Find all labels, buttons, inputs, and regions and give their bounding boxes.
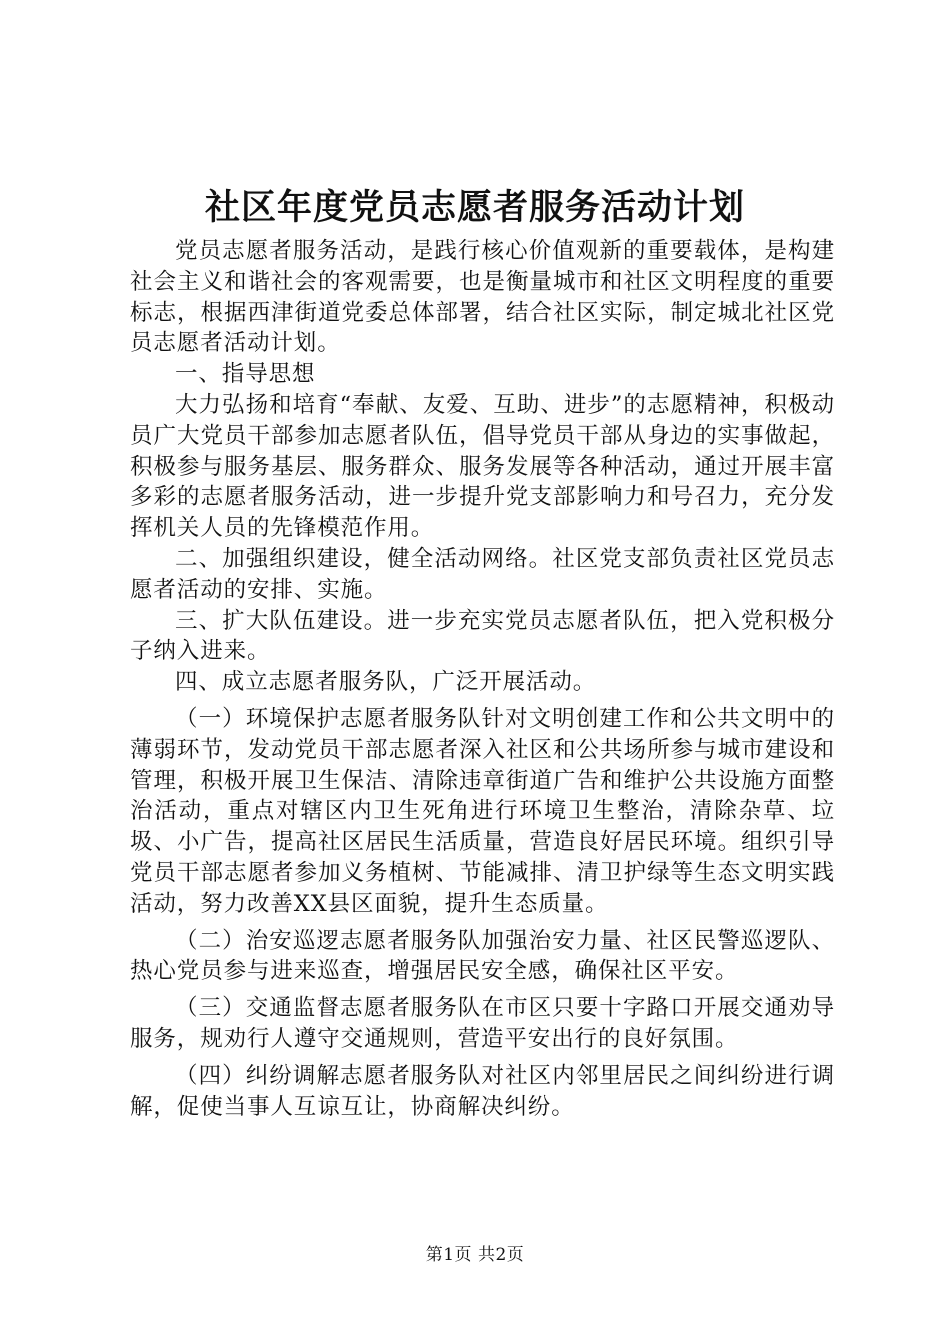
patrol-team-paragraph: （二）治安巡逻志愿者服务队加强治安力量、社区民警巡逻队、热心党员参与进来巡查，增强居民安全感，确保社区平安。 bbox=[130, 927, 835, 985]
guiding-ideology-paragraph: 大力弘扬和培育“奉献、友爱、互助、进步”的志愿精神，积极动员广大党员干部参加志愿者队伍，倡导党员干部从身边的实事做起，积极参与服务基层、服务群众、服务发展等各种活动，通过开展丰富多彩的志愿者服务活动，进一步提升党支部影响力和号召力，充分发挥机关人员的先锋模范作用。 bbox=[130, 391, 835, 542]
document-title: 社区年度党员志愿者服务活动计划 bbox=[204, 187, 745, 228]
team-expansion-paragraph: 三、扩大队伍建设。进一步充实党员志愿者队伍，把入党积极分子纳入进来。 bbox=[130, 607, 835, 665]
section-heading-guiding-ideology: 一、指导思想 bbox=[175, 361, 316, 388]
page-number-footer: 第1页 共2页 bbox=[425, 1245, 525, 1265]
section-heading-service-teams: 四、成立志愿者服务队，广泛开展活动。 bbox=[175, 669, 597, 696]
intro-paragraph: 党员志愿者服务活动，是践行核心价值观新的重要载体，是构建社会主义和谐社会的客观需要，也是衡量城市和社区文明程度的重要标志，根据西津街道党委总体部署，结合社区实际，制定城北社区党员志愿者活动计划。 bbox=[130, 238, 835, 357]
environment-team-paragraph: （一）环境保护志愿者服务队针对文明创建工作和公共文明中的薄弱环节，发动党员干部志愿者深入社区和公共场所参与城市建设和管理，积极开展卫生保洁、清除违章街道广告和维护公共设施方面整治活动，重点对辖区内卫生死角进行环境卫生整治，清除杂草、垃圾、小广告，提高社区居民生活质量，营造良好居民环境。组织引导党员干部志愿者参加义务植树、节能减排、清卫护绿等生态文明实践活动，努力改善XX县区面貌，提升生态质量。 bbox=[130, 705, 835, 917]
document-body bbox=[130, 236, 835, 1122]
organization-building-paragraph: 二、加强组织建设，健全活动网络。社区党支部负责社区党员志愿者活动的安排、实施。 bbox=[130, 545, 835, 603]
traffic-team-paragraph: （三）交通监督志愿者服务队在市区只要十字路口开展交通劝导服务，规劝行人遵守交通规则，营造平安出行的良好氛围。 bbox=[130, 995, 835, 1052]
mediation-team-paragraph: （四）纠纷调解志愿者服务队对社区内邻里居民之间纠纷进行调解，促使当事人互谅互让，协商解决纠纷。 bbox=[130, 1062, 835, 1120]
